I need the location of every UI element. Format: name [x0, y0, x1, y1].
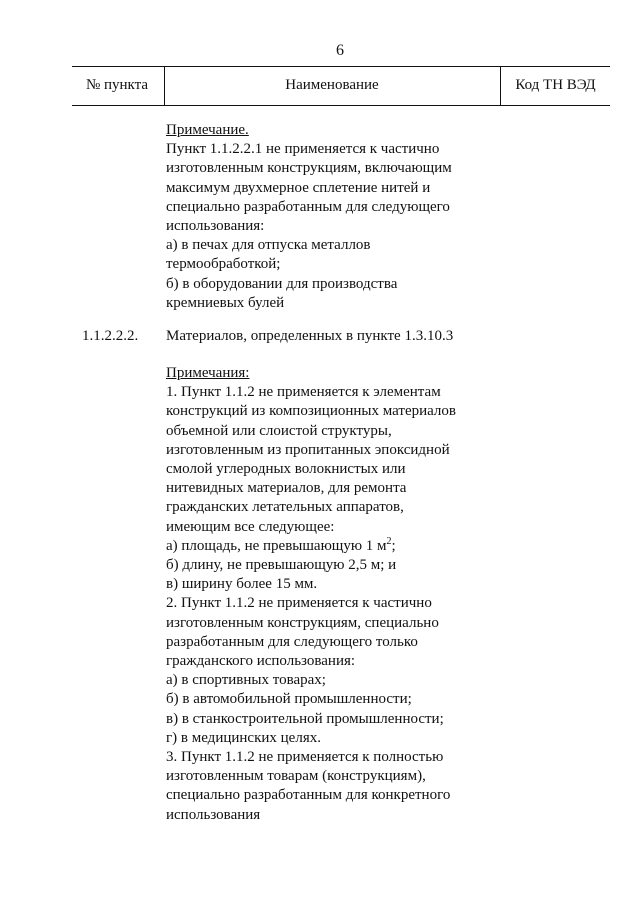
note-2	[166, 364, 526, 825]
note-1	[166, 121, 526, 313]
note-line: термообработкой;	[166, 256, 281, 273]
note-line: а) в спортивных товарах;	[166, 672, 326, 689]
note-line: использования	[166, 806, 261, 823]
note-line: изготовленным конструкциям, специально	[166, 614, 439, 631]
note-line: 2. Пункт 1.1.2 не применяется к частично	[166, 595, 432, 612]
note-line: б) в оборудовании для производства	[166, 275, 398, 292]
note-line: использования:	[166, 218, 265, 235]
note-line: Пункт 1.1.2.2.1 не применяется к частично	[166, 141, 440, 158]
table-header	[72, 66, 610, 106]
note-line: смолой углеродных волокнистых или	[166, 461, 406, 478]
note-line: изготовленным конструкциям, включающим	[166, 160, 452, 177]
note-line-area	[166, 537, 526, 556]
page-number: 6	[336, 42, 344, 59]
note-line: специально разработанным для конкретного	[166, 787, 451, 804]
note-line: нитевидных материалов, для ремонта	[166, 480, 407, 497]
note-line: б) длину, не превышающую 2,5 м; и	[166, 557, 397, 574]
note-line: 3. Пункт 1.1.2 не применяется к полностью	[166, 749, 444, 766]
note-line: 1. Пункт 1.1.2 не применяется к элементам	[166, 384, 441, 401]
header-name: Наименование	[285, 77, 379, 93]
note-line: имеющим все следующее:	[166, 518, 335, 535]
area-superscript: 2	[386, 535, 392, 547]
item-name: Материалов, определенных в пункте 1.3.10.3	[166, 328, 454, 344]
header-code: Код ТН ВЭД	[515, 77, 596, 93]
item-number: 1.1.2.2.2.	[82, 328, 139, 344]
note-line: разработанным для следующего только	[166, 633, 418, 650]
note-line: конструкций из композиционных материалов	[166, 403, 456, 420]
note-line: кремниевых булей	[166, 294, 285, 311]
note-line: специально разработанным для следующего	[166, 198, 450, 215]
note-line: изготовленным из пропитанных эпоксидной	[166, 441, 450, 458]
area-tail: ;	[391, 537, 396, 554]
note-title: Примечание.	[166, 122, 249, 138]
area-text: а) площадь, не превышающую 1 м	[166, 537, 387, 554]
note-line: в) ширину более 15 мм.	[166, 576, 318, 593]
note-line: б) в автомобильной промышленности;	[166, 691, 412, 708]
note-line: в) в станкостроительной промышленности;	[166, 710, 444, 727]
note-line: г) в медицинских целях.	[166, 729, 321, 746]
item-text	[166, 327, 526, 346]
note-line: максимум двухмерное сплетение нитей и	[166, 179, 431, 196]
note-line: а) в печах для отпуска металлов	[166, 237, 371, 254]
note-line: гражданского использования:	[166, 653, 356, 670]
note-line: изготовленным товарам (конструкциям),	[166, 768, 426, 785]
note-title: Примечания:	[166, 365, 250, 381]
note-line: объемной или слоистой структуры,	[166, 422, 392, 439]
note-line: гражданских летательных аппаратов,	[166, 499, 404, 516]
header-item-number: № пункта	[85, 77, 149, 93]
